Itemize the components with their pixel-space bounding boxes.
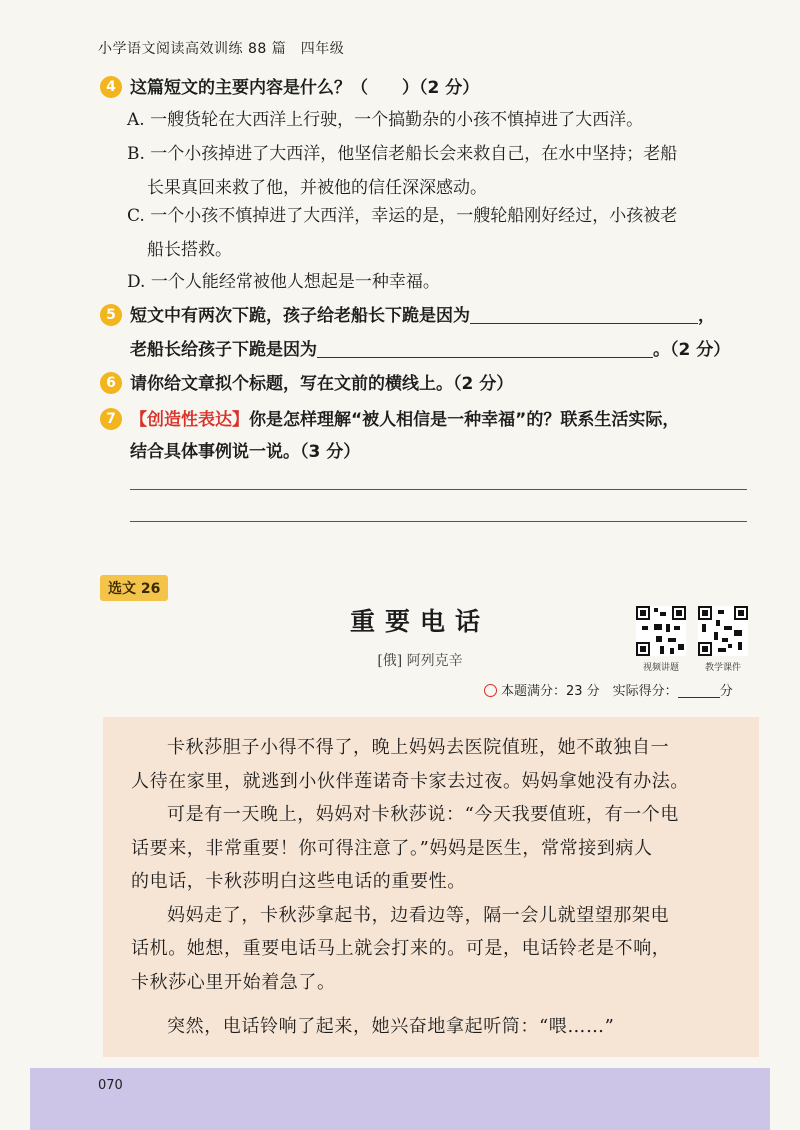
clock-icon xyxy=(484,684,497,697)
answer-line[interactable] xyxy=(130,489,747,490)
qr-code-icon[interactable] xyxy=(698,606,748,656)
option-d: D. 一个人能经常被他人想起是一种幸福。 xyxy=(127,272,440,292)
selection-tag: 选文 26 xyxy=(100,575,168,601)
question-6 xyxy=(100,367,513,401)
question-text: 这篇短文的主要内容是什么？（ ）（2 分） xyxy=(130,78,480,98)
question-number: 5 xyxy=(100,304,122,326)
passage-title: 重要电话 xyxy=(349,607,490,636)
question-7 xyxy=(100,403,679,437)
qr-caption-courseware: 教学课件 xyxy=(704,663,741,673)
page-number: 070 xyxy=(98,1078,123,1093)
question-7-line2: 结合具体事例说一说。（3 分） xyxy=(130,442,361,462)
question-number: 7 xyxy=(100,408,122,430)
option-b xyxy=(127,137,749,205)
passage-line: 的电话，卡秋莎明白这些电话的重要性。 xyxy=(131,871,466,892)
question-text: 请你给文章拟个标题，写在文前的横线上。（2 分） xyxy=(130,374,514,394)
option-c-line2: 船长搭救。 xyxy=(147,240,232,260)
answer-blank[interactable] xyxy=(470,323,698,324)
score-blank[interactable] xyxy=(678,697,720,698)
passage-line: 可是有一天晚上，妈妈对卡秋莎说：“今天我要值班，有一个电 xyxy=(167,804,679,825)
passage-line: 妈妈走了，卡秋莎拿起书，边看边等，隔一会儿就望望那架电 xyxy=(167,905,670,926)
question-text: 老船长给孩子下跪是因为 xyxy=(130,340,317,360)
passage-line: 话机。她想，重要电话马上就会打来的。可是，电话铃老是不响， xyxy=(131,938,671,959)
question-text: 你是怎样理解“被人相信是一种幸福”的？联系生活实际， xyxy=(249,410,680,430)
qr-code-icon[interactable] xyxy=(636,606,686,656)
answer-line[interactable] xyxy=(130,521,747,522)
question-number: 4 xyxy=(100,76,122,98)
passage-line: 卡秋莎心里开始着急了。 xyxy=(131,972,336,993)
question-text: 短文中有两次下跪，孩子给老船长下跪是因为 xyxy=(130,306,470,326)
score-line xyxy=(484,680,733,699)
option-c xyxy=(127,199,749,267)
question-number: 6 xyxy=(100,372,122,394)
option-b-line2: 长果真回来救了他，并被他的信任深深感动。 xyxy=(147,178,487,198)
question-5-line2 xyxy=(130,333,730,367)
score-unit: 分 xyxy=(719,684,733,699)
question-5 xyxy=(100,299,715,333)
book-header: 小学语文阅读高效训练 88 篇 四年级 xyxy=(98,41,345,57)
passage-author: [俄] 阿列克辛 xyxy=(377,653,463,669)
comma: ， xyxy=(698,306,715,326)
page-footer-band xyxy=(30,1068,770,1130)
option-a: A. 一艘货轮在大西洋上行驶，一个搞勤杂的小孩不慎掉进了大西洋。 xyxy=(127,110,644,130)
option-c-line1: C. 一个小孩不慎掉进了大西洋，幸运的是，一艘轮船刚好经过，小孩被老 xyxy=(127,206,678,226)
passage-line: 突然，电话铃响了起来，她兴奋地拿起听筒：“喂……” xyxy=(167,1016,615,1037)
passage-line: 话要来，非常重要！你可得注意了。”妈妈是医生，常常接到病人 xyxy=(131,838,653,859)
passage-line: 人待在家里，就逃到小伙伴莲诺奇卡家去过夜。妈妈拿她没有办法。 xyxy=(131,771,689,792)
question-4 xyxy=(100,71,479,105)
passage-line: 卡秋莎胆子小得不得了，晚上妈妈去医院值班，她不敢独自一 xyxy=(167,737,670,758)
qr-caption-video: 视频讲题 xyxy=(642,663,679,673)
creative-expression-tag: 【创造性表达】 xyxy=(130,410,249,430)
answer-blank[interactable] xyxy=(317,357,653,358)
score-label: 本题满分：23 分 实际得分： xyxy=(501,684,678,699)
question-tail: 。（2 分） xyxy=(653,340,731,360)
option-b-line1: B. 一个小孩掉进了大西洋，他坚信老船长会来救自己，在水中坚持；老船 xyxy=(127,144,678,164)
